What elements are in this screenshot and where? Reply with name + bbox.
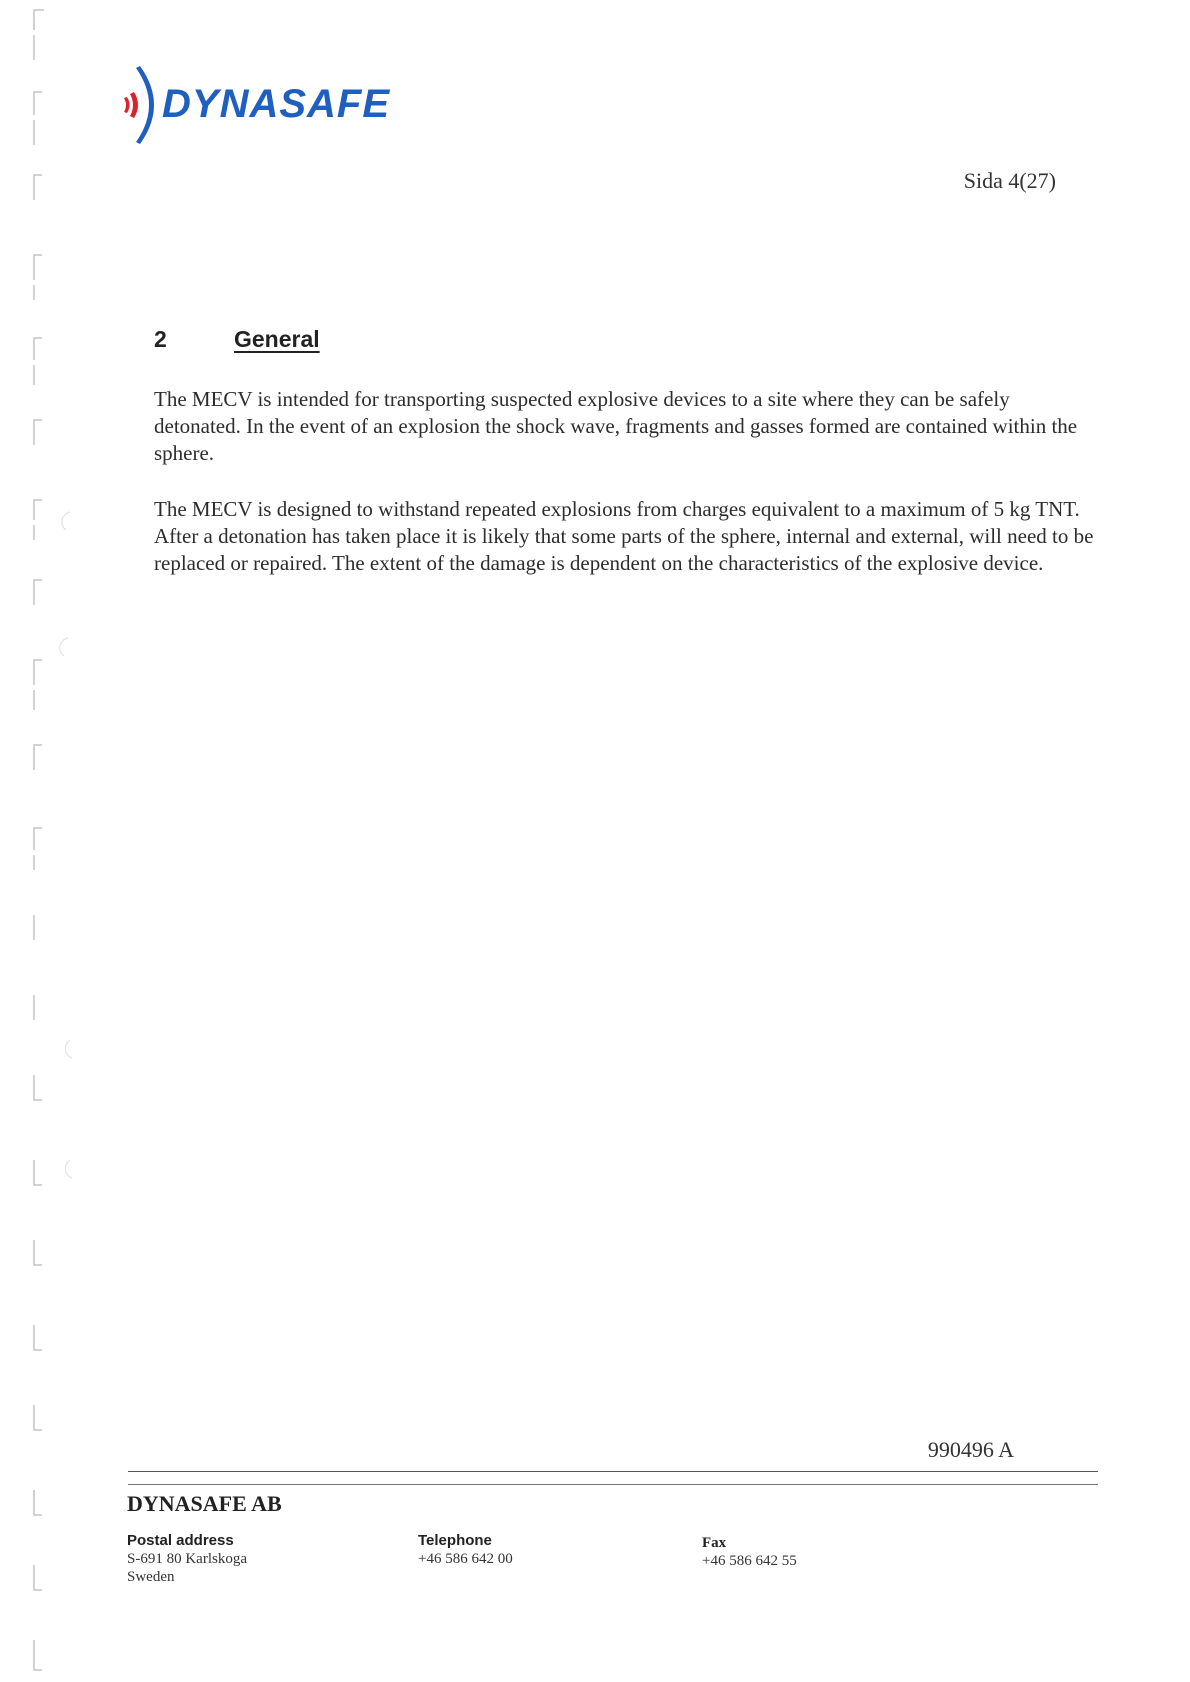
logo-wordmark: DYNASAFE — [162, 82, 391, 126]
footer-telephone — [418, 1532, 513, 1568]
footer-company-name: DYNASAFE AB — [127, 1491, 282, 1516]
section-heading — [154, 326, 320, 353]
company-logo — [118, 60, 398, 150]
fax-label: Fax — [702, 1535, 727, 1551]
section-number: 2 — [154, 326, 167, 352]
footer-divider — [128, 1471, 1098, 1472]
telephone-label: Telephone — [418, 1532, 492, 1549]
section-title: General — [234, 326, 320, 352]
page-number: Sida 4(27) — [963, 168, 1056, 193]
paragraph-design-limits: The MECV is designed to withstand repeated explosions from charges equivalent to a maximum of 5 kg TNT. After a detonation has taken place it is likely that some parts of the sphere, internal and external, will need to be replaced or repaired. The extent of the damage is dependent on the characteristics of the explosive device. — [154, 497, 1094, 575]
footer-postal-address — [127, 1532, 247, 1586]
postal-address-line: S-691 80 Karlskoga — [127, 1551, 247, 1567]
footer-divider — [128, 1484, 1098, 1485]
document-number: 990496 A — [927, 1437, 1014, 1462]
fax-number: +46 586 642 55 — [702, 1553, 797, 1569]
telephone-number: +46 586 642 00 — [418, 1551, 513, 1567]
postal-address-label: Postal address — [127, 1532, 234, 1549]
footer-fax — [702, 1534, 797, 1570]
binder-marks — [18, 0, 78, 1682]
paragraph-intended-use: The MECV is intended for transporting suspected explosive devices to a site where they can be safely detonated. In the event of an explosion the shock wave, fragments and gasses formed are contained within the sphere. — [154, 387, 1078, 465]
postal-address-country: Sweden — [127, 1569, 175, 1585]
logo-emblem-icon — [118, 60, 166, 150]
